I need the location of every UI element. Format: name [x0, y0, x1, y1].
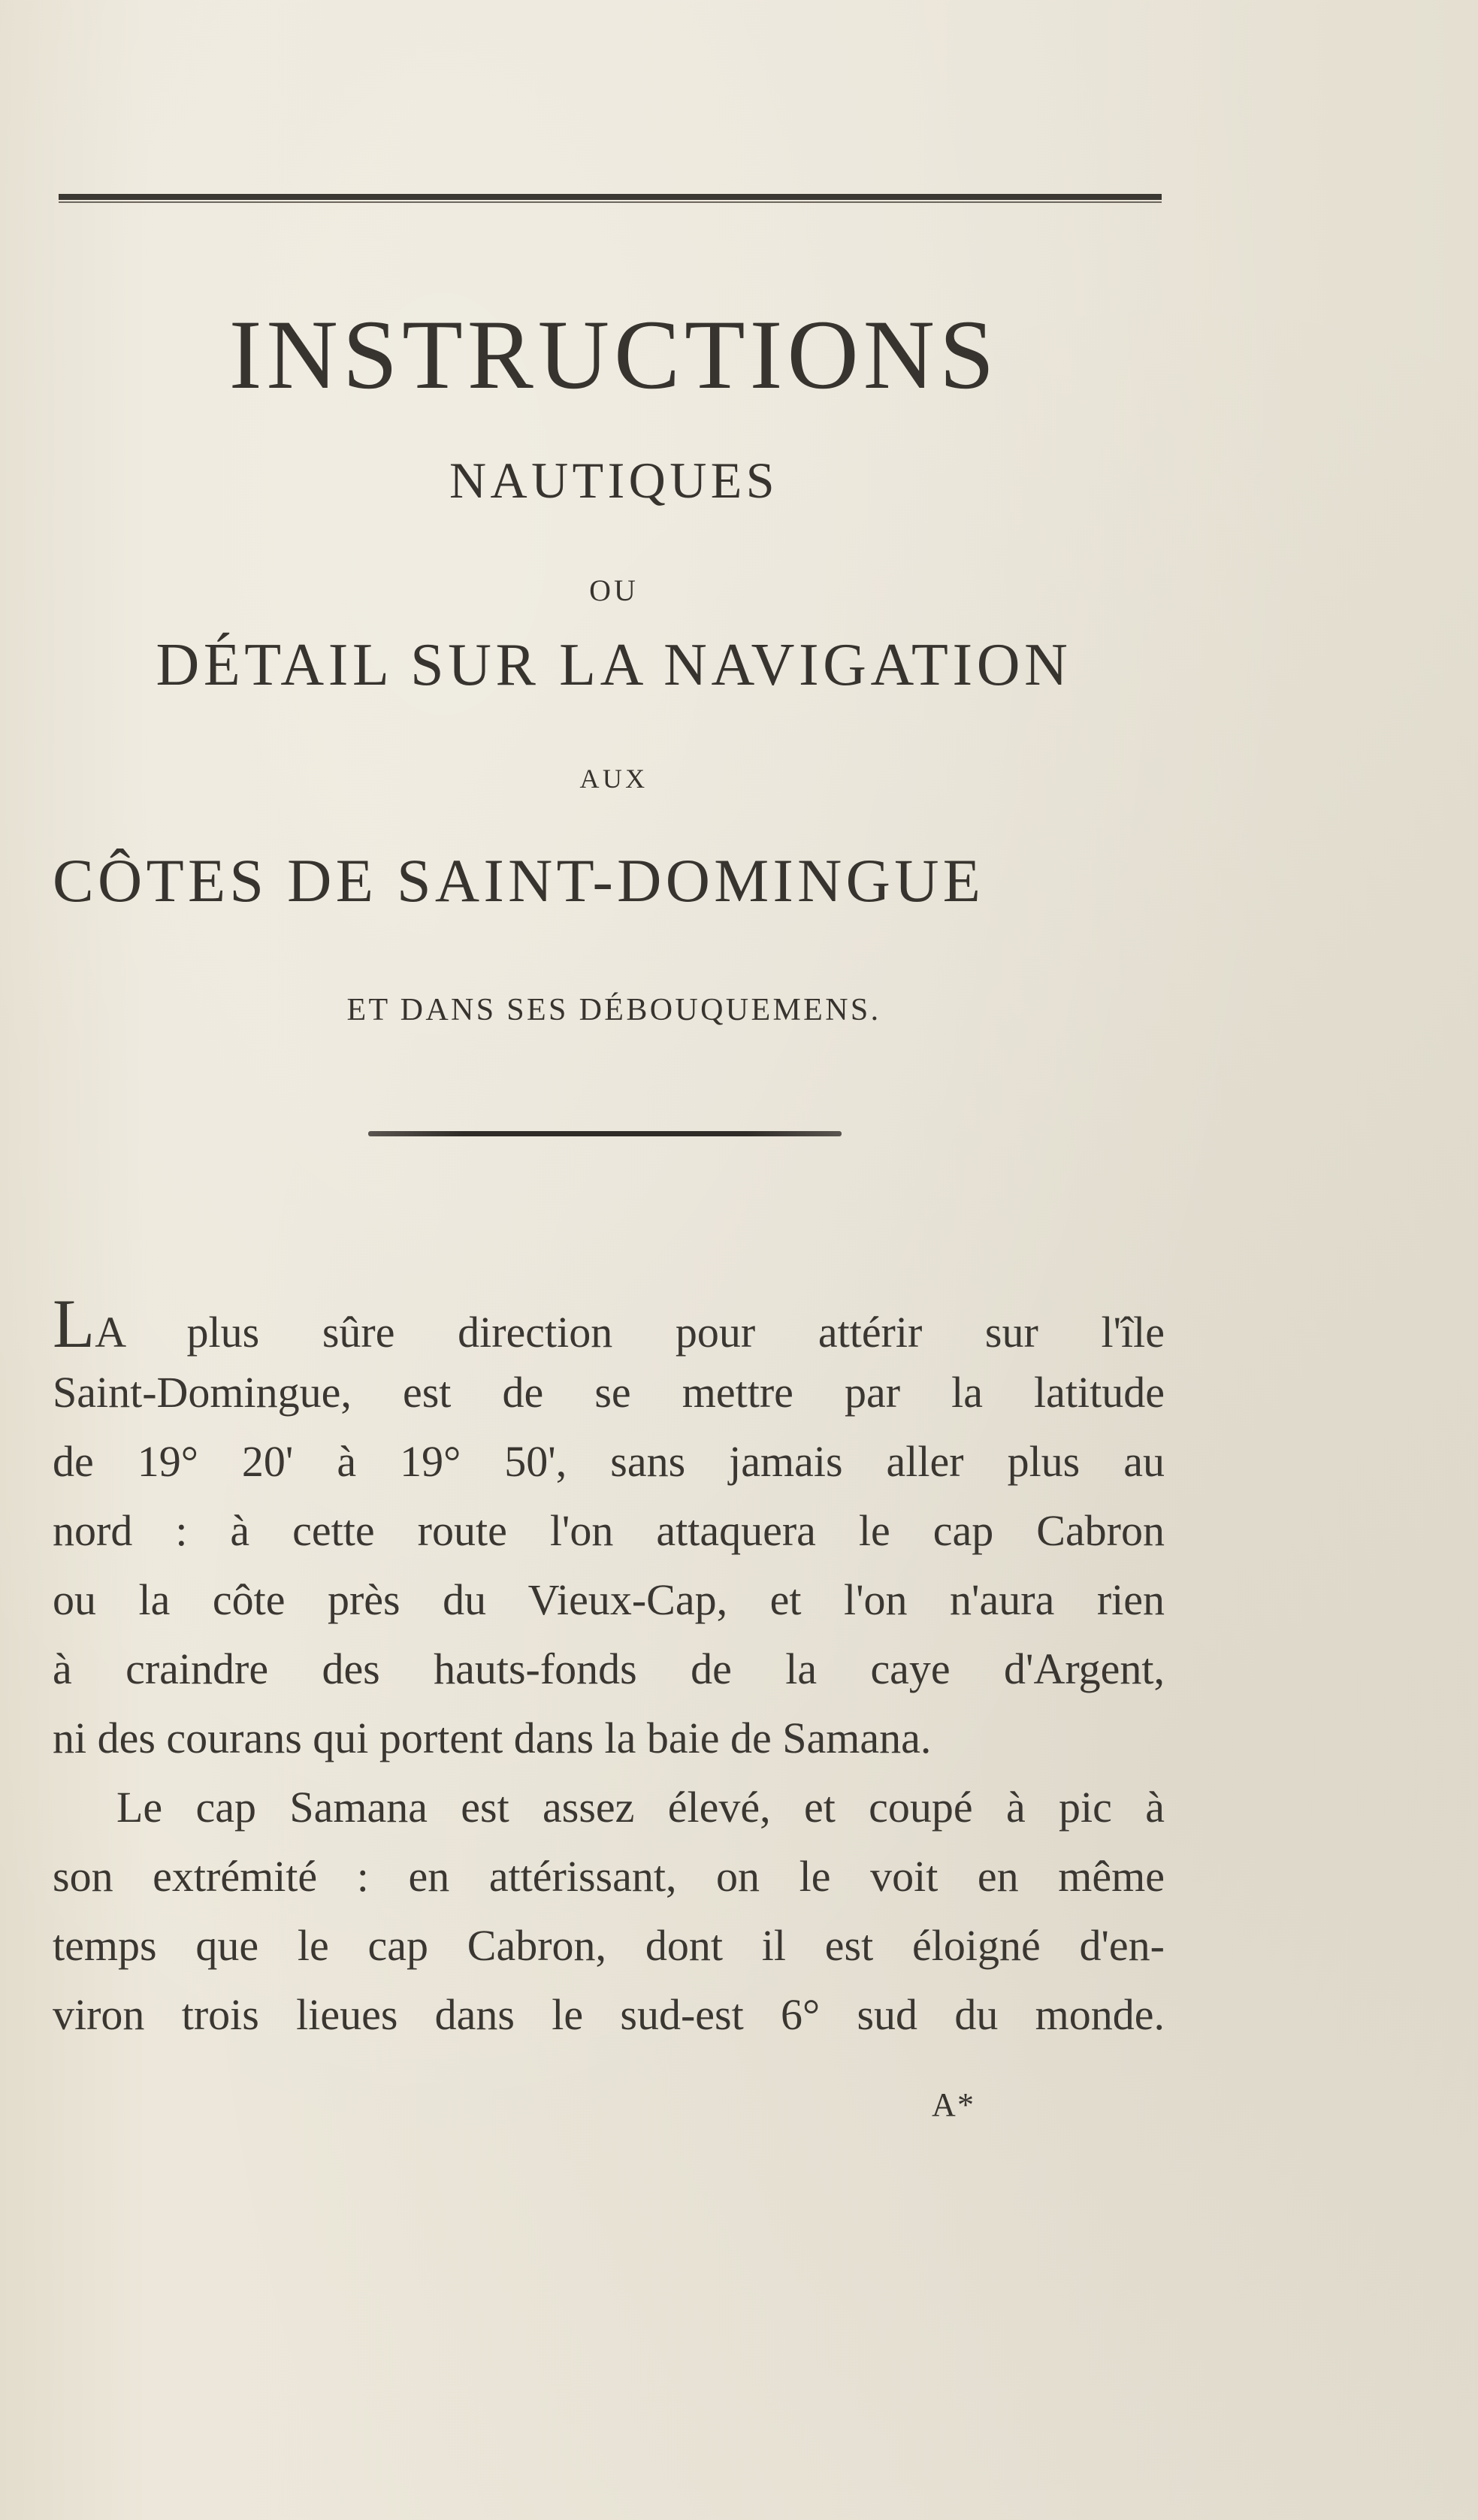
title-line-debouquemens: ET DANS SES DÉBOUQUEMENS. — [346, 993, 881, 1027]
title-line-nautiques: NAUTIQUES — [449, 452, 779, 509]
header-rule-inner-line — [59, 201, 1162, 203]
body-line: Saint-Domingue, est de se mettre par la latitude — [53, 1368, 1165, 1417]
body-line: ni des courans qui portent dans la baie de Samana. — [53, 1714, 932, 1762]
body-line: à craindre des hauts-fonds de la caye d'Argent, — [53, 1644, 1165, 1693]
title-line-detail: DÉTAIL SUR LA NAVIGATION — [156, 632, 1072, 698]
section-divider-rule — [368, 1131, 842, 1136]
body-text — [53, 1285, 1165, 2050]
title-line-cotes: CÔTES DE SAINT-DOMINGUE — [53, 846, 985, 915]
drop-cap: L — [53, 1285, 95, 1362]
body-line: Le cap Samana est assez élevé, et coupé à pic à — [116, 1783, 1165, 1832]
body-line: de 19° 20' à 19° 50', sans jamais aller plus au — [53, 1437, 1165, 1486]
body-line: son extrémité : en attérissant, on le voit en même — [53, 1852, 1165, 1901]
body-line: temps que le cap Cabron, dont il est éloigné d'en- — [53, 1921, 1165, 1970]
body-line — [53, 1285, 1165, 1362]
title-line-aux: AUX — [579, 764, 648, 794]
header-double-rule — [59, 194, 1162, 203]
title-line-ou: OU — [589, 573, 639, 607]
title-line-instructions: INSTRUCTIONS — [228, 299, 999, 410]
body-line-text: A plus sûre direction pour attérir sur l'île — [95, 1308, 1165, 1357]
body-line: nord : à cette route l'on attaquera le cap Cabron — [53, 1506, 1165, 1555]
body-line: ou la côte près du Vieux-Cap, et l'on n'aura rien — [53, 1575, 1165, 1624]
body-line: viron trois lieues dans le sud-est 6° sud du monde. — [53, 1990, 1165, 2039]
signature-mark: A* — [932, 2086, 976, 2123]
